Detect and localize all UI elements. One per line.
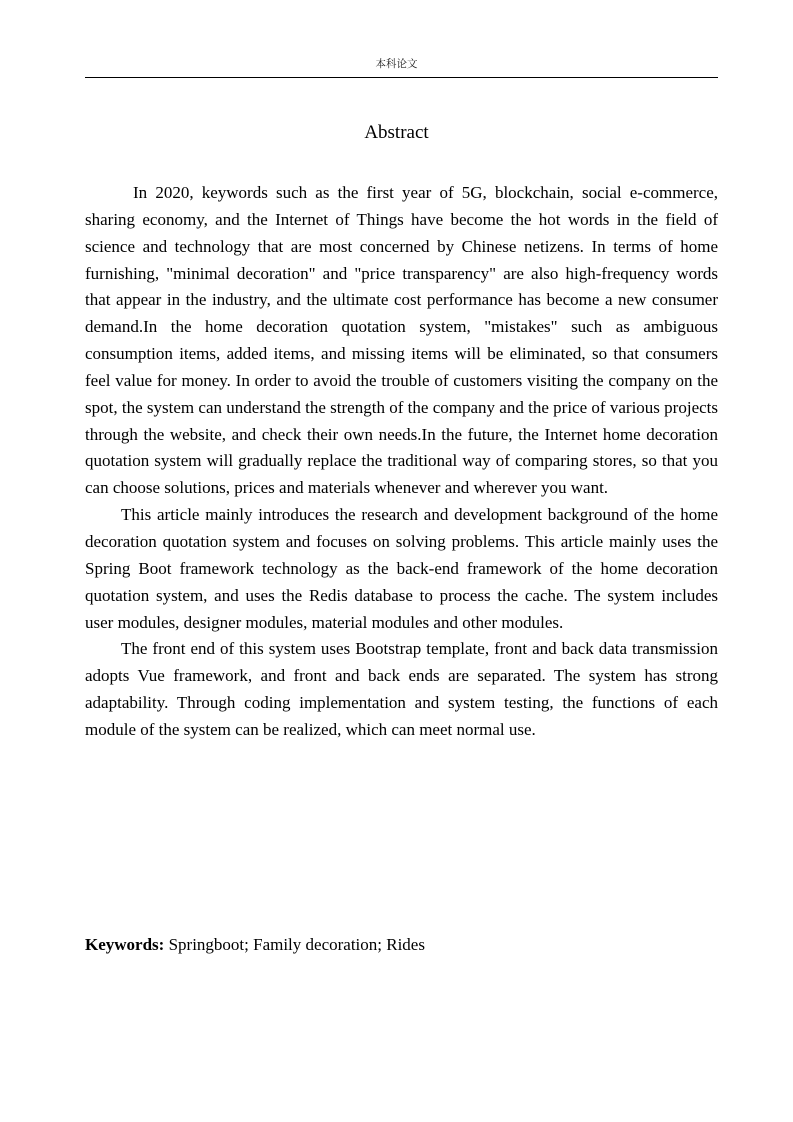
abstract-body (85, 180, 718, 744)
header-divider (85, 77, 718, 78)
abstract-title: Abstract (364, 122, 429, 143)
keywords-line (85, 932, 718, 958)
abstract-paragraph-2: This article mainly introduces the research and development background of the home decoration quotation system and focuses on solving problems. This article mainly uses the Spring Boot framework technology as the back-end framework of the home decoration quotation system, and uses the Redis database to process the cache. The system includes user modules, designer modules, material modules and other modules. (85, 505, 718, 632)
running-header: 本科论文 (375, 58, 418, 70)
keywords-value: Springboot; Family decoration; Rides (168, 935, 425, 954)
abstract-paragraph-1: In 2020, keywords such as the first year of 5G, blockchain, social e-commerce, sharing economy, and the Internet of Things have become the hot words in the field of science and technology that are most concerned by Chinese netizens. In terms of home furnishing, "minimal decoration" and "price transparency" are also high-frequency words that appear in the industry, and the ultimate cost performance has become a new consumer demand.In the home decoration quotation system, "mistakes" such as ambiguous consumption items, added items, and missing items will be eliminated, so that consumers feel value for money. In order to avoid the trouble of customers visiting the company on the spot, the system can understand the strength of the company and the price of various projects through the website, and check their own needs.In the future, the Internet home decoration quotation system will gradually replace the traditional way of comparing stores, so that you can choose solutions, prices and materials whenever and wherever you want. (85, 183, 718, 498)
keywords-label: Keywords: (85, 935, 165, 954)
abstract-paragraph-3: The front end of this system uses Bootstrap template, front and back data transmission adopts Vue framework, and front and back ends are separated. The system has strong adaptability. Through coding implementation and system testing, the functions of each module of the system can be realized, which can meet normal use. (85, 639, 718, 739)
